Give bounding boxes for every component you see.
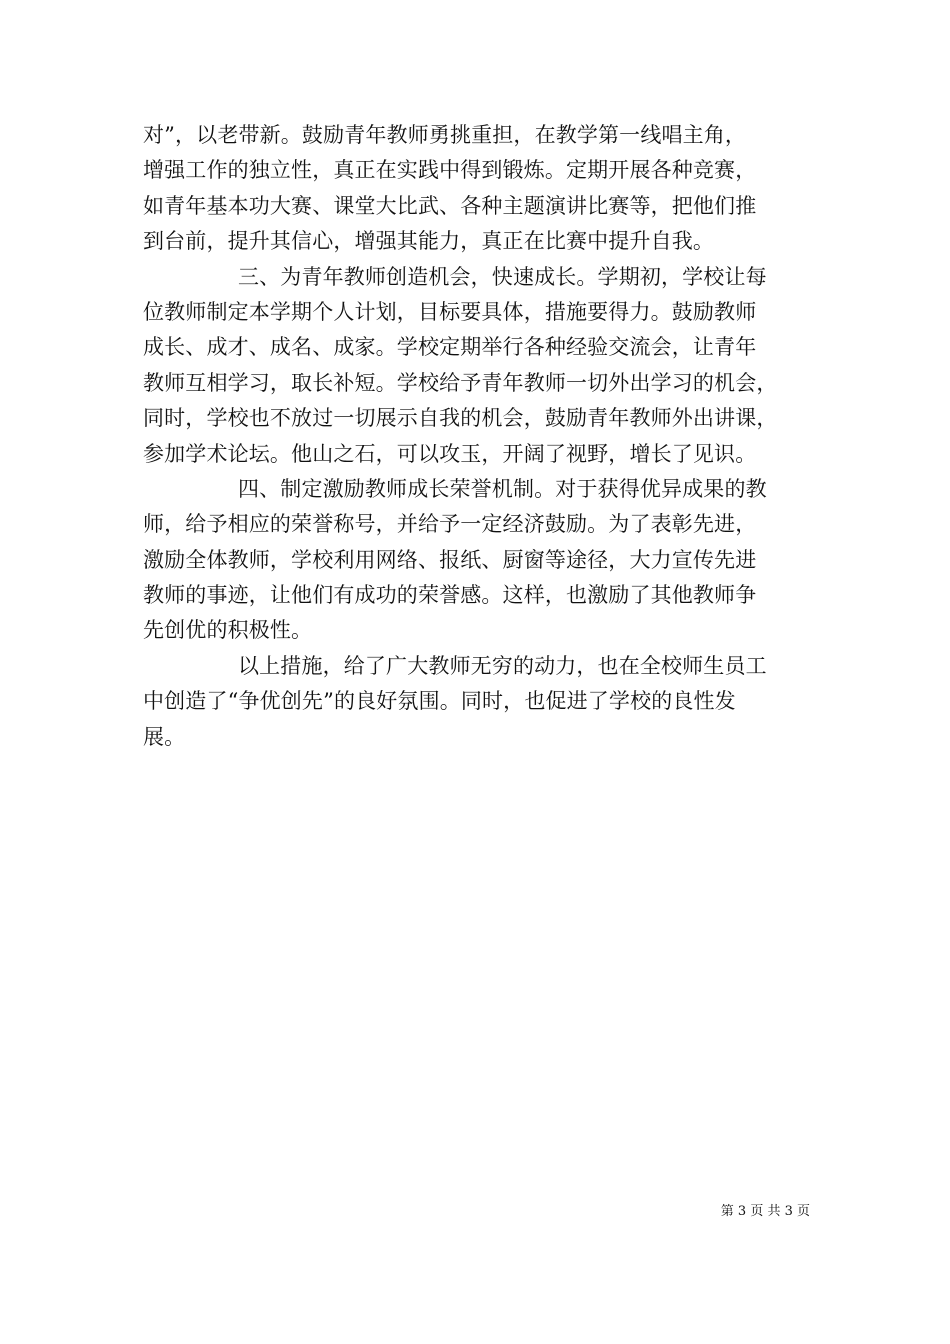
text-line: 如青年基本功大赛、课堂大比武、各种主题演讲比赛等，把他们推 xyxy=(143,193,757,218)
paragraph-start-line: 以上措施，给了广大教师无穷的动力，也在全校师生员工 xyxy=(238,653,767,678)
paragraph-start-line: 四、制定激励教师成长荣誉机制。对于获得优异成果的教 xyxy=(238,476,767,501)
text-line: 成长、成才、成名、成家。学校定期举行各种经验交流会，让青年 xyxy=(143,335,757,360)
text-line: 同时，学校也不放过一切展示自我的机会，鼓励青年教师外出讲课， xyxy=(143,406,778,431)
text-line: 对”，以老带新。鼓励青年教师勇挑重担，在教学第一线唱主角， xyxy=(143,123,747,147)
text-line: 展。 xyxy=(143,724,186,749)
text-line: 中创造了“争优创先”的良好氛围。同时，也促进了学校的良性发 xyxy=(143,689,736,714)
text-line: 师，给予相应的荣誉称号，并给予一定经济鼓励。为了表彰先进， xyxy=(143,512,757,537)
text-line: 到台前，提升其信心，增强其能力，真正在比赛中提升自我。 xyxy=(143,229,715,254)
page-number-footer: 第 3 页 共 3 页 xyxy=(720,1204,810,1219)
text-line: 位教师制定本学期个人计划，目标要具体，措施要得力。鼓励教师 xyxy=(143,299,757,324)
text-line: 增强工作的独立性，真正在实践中得到锻炼。定期开展各种竞赛， xyxy=(143,158,757,183)
body-text xyxy=(143,118,807,755)
text-line: 参加学术论坛。他山之石，可以攻玉，开阔了视野，增长了见识。 xyxy=(143,441,757,466)
text-line: 先创优的积极性。 xyxy=(143,618,313,643)
text-line: 激励全体教师，学校利用网络、报纸、厨窗等途径，大力宣传先进 xyxy=(143,547,757,572)
text-line: 教师互相学习，取长补短。学校给予青年教师一切外出学习的机会， xyxy=(143,370,778,395)
text-line: 教师的事迹，让他们有成功的荣誉感。这样，也激励了其他教师争 xyxy=(143,583,757,608)
paragraph-start-line: 三、为青年教师创造机会，快速成长。学期初，学校让每 xyxy=(238,264,767,289)
